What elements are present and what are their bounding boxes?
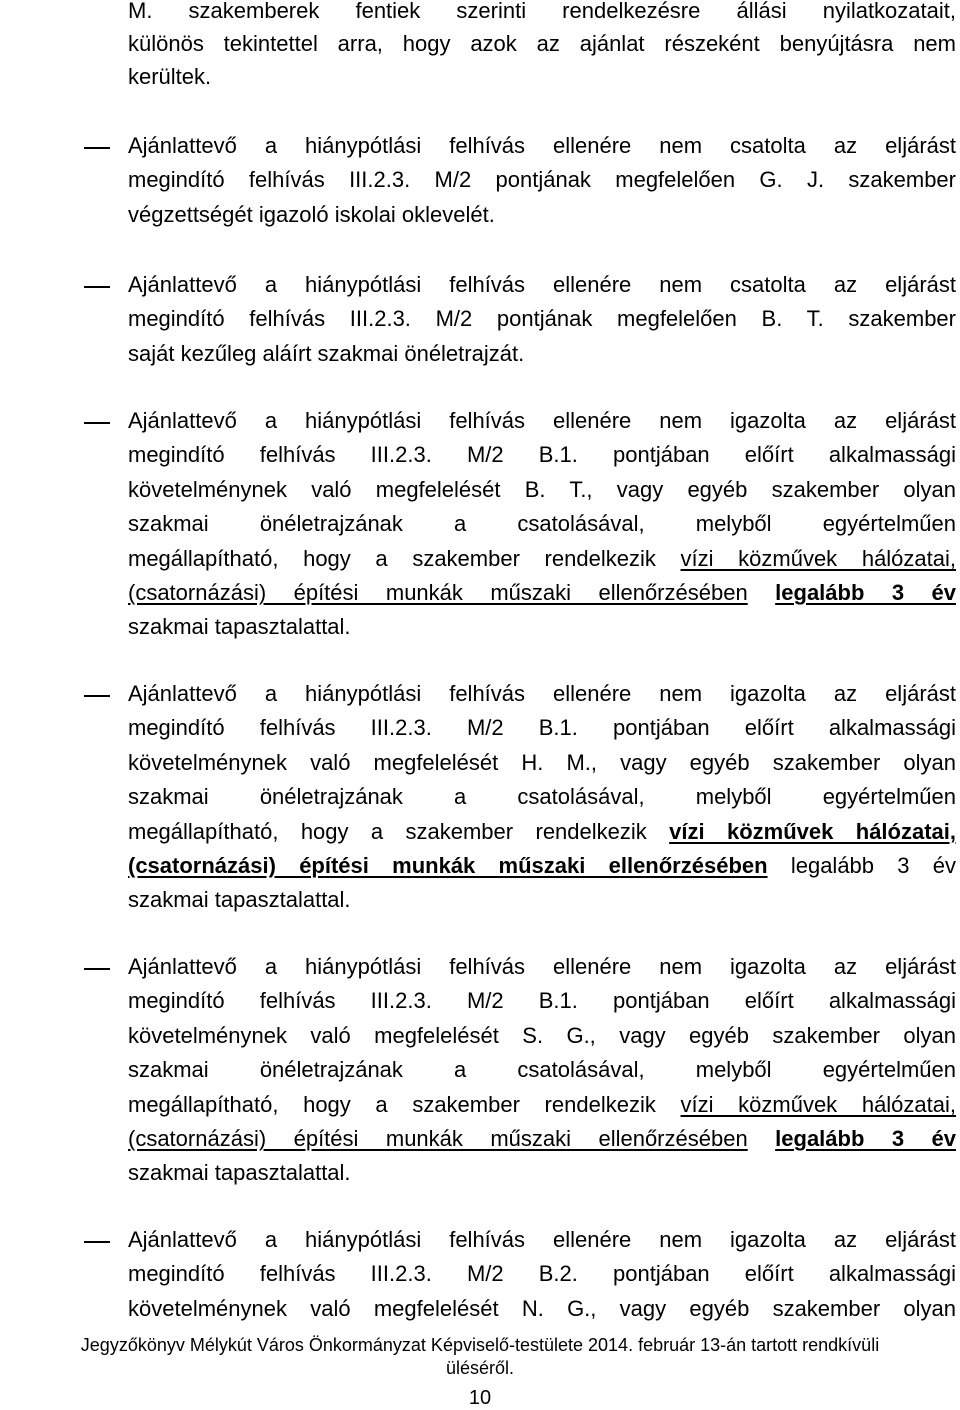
text-segment: Ajánlattevő a hiánypótlási felhívás ellenére nem csatolta az eljárást — [128, 133, 956, 158]
text-segment: megállapítható, hogy a szakember rendelkezik — [128, 545, 681, 571]
bullet-item-line — [128, 819, 956, 845]
text-segment: megállapítható, hogy a szakember rendelkezik — [128, 1091, 681, 1117]
footer-text: Jegyzőkönyv Mélykút Város Önkormányzat Képviselő-testülete 2014. február 13-án tartott rendkívüli — [80, 1335, 880, 1355]
underlined-text: legalább 3 év — [775, 1126, 956, 1151]
text-segment: Ajánlattevő a hiánypótlási felhívás ellenére nem igazolta az eljárást — [128, 954, 956, 979]
text-segment: követelménynek való megfelelését B. T., vagy egyéb szakember olyan — [128, 476, 956, 502]
bullet-dash — [84, 147, 110, 149]
underlined-text: (csatornázási) építési munkák műszaki ellenőrzésében — [128, 1126, 748, 1151]
underlined-text: (csatornázási) építési munkák műszaki ellenőrzésében — [128, 853, 768, 878]
bullet-item-line — [128, 511, 956, 537]
bullet-item-line — [128, 202, 956, 228]
text-segment: Ajánlattevő a hiánypótlási felhívás ellenére nem csatolta az eljárást — [128, 272, 956, 297]
footer-text-continued: üléséről. — [445, 1358, 515, 1378]
text-segment — [748, 580, 775, 605]
text-segment: legalább 3 év — [767, 853, 956, 878]
underlined-text: vízi közművek hálózatai, — [680, 545, 957, 571]
text-segment: megindító felhívás III.2.3. M/2 B.1. pontjában előírt alkalmassági — [128, 988, 956, 1014]
text-segment: Ajánlattevő a hiánypótlási felhívás ellenére nem igazolta az eljárást — [128, 1227, 956, 1252]
bullet-item-line — [128, 341, 956, 367]
underlined-text: vízi közművek hálózatai, — [680, 1091, 957, 1117]
text-segment: végzettségét igazoló iskolai oklevelét. — [128, 201, 495, 227]
bullet-dash — [84, 286, 110, 288]
bullet-dash — [84, 968, 110, 970]
text-segment: megállapítható, hogy a szakember rendelkezik — [128, 818, 670, 844]
bullet-item-line — [128, 1160, 956, 1186]
text-segment: megindító felhívás III.2.3. M/2 B.1. pontjában előírt alkalmassági — [128, 715, 956, 741]
bullet-item-line — [128, 1092, 956, 1118]
bullet-dash — [84, 422, 110, 424]
text-segment: saját kezűleg aláírt szakmai önéletrajzát. — [128, 340, 525, 366]
text-segment: szakmai tapasztalattal. — [128, 1160, 351, 1186]
underlined-text: legalább 3 év — [775, 580, 956, 605]
bullet-item-line — [128, 442, 956, 468]
bullet-item-line — [128, 167, 956, 193]
text-segment: szakmai tapasztalattal. — [128, 887, 351, 913]
bullet-item-line — [128, 784, 956, 810]
bullet-item-line — [128, 1126, 956, 1152]
text-segment: Ajánlattevő a hiánypótlási felhívás ellenére nem igazolta az eljárást — [128, 408, 956, 433]
text-segment: szakmai önéletrajzának a csatolásával, melyből egyértelműen — [128, 784, 956, 810]
bullet-item-line — [128, 853, 956, 879]
text-segment: szakmai önéletrajzának a csatolásával, melyből egyértelműen — [128, 1057, 956, 1083]
underlined-text: vízi közművek hálózatai, — [669, 818, 957, 844]
text-segment — [748, 1126, 775, 1151]
text-segment: megindító felhívás III.2.3. M/2 pontjának megfelelően G. J. szakember — [128, 167, 956, 193]
bullet-dash — [84, 1241, 110, 1243]
text-segment: szakmai önéletrajzának a csatolásával, melyből egyértelműen — [128, 511, 956, 537]
bullet-item-line — [128, 614, 956, 640]
underlined-text: (csatornázási) építési munkák műszaki ellenőrzésében — [128, 580, 748, 605]
bullet-item-line — [128, 580, 956, 606]
bullet-item-line — [128, 1296, 956, 1322]
intro-line: M. szakemberek fentiek szerinti rendelkezésre állási nyilatkozatait, — [128, 0, 956, 23]
text-segment: szakmai tapasztalattal. — [128, 614, 351, 640]
text-segment: Ajánlattevő a hiánypótlási felhívás ellenére nem igazolta az eljárást — [128, 681, 956, 706]
bullet-item-line — [128, 272, 956, 298]
bullet-item-line — [128, 546, 956, 572]
bullet-item-line — [128, 477, 956, 503]
text-segment: megindító felhívás III.2.3. M/2 B.2. pontjában előírt alkalmassági — [128, 1261, 956, 1287]
bullet-item-line — [128, 1261, 956, 1287]
bullet-dash — [84, 695, 110, 697]
text-segment: megindító felhívás III.2.3. M/2 B.1. pontjában előírt alkalmassági — [128, 442, 956, 468]
bullet-item-line — [128, 715, 956, 741]
bullet-item-line — [128, 1023, 956, 1049]
bullet-item-line — [128, 133, 956, 159]
bullet-item-line — [128, 954, 956, 980]
bullet-item-line — [128, 408, 956, 434]
bullet-item-line — [128, 1057, 956, 1083]
text-segment: követelménynek való megfelelését H. M., vagy egyéb szakember olyan — [128, 749, 956, 775]
bullet-item-line — [128, 681, 956, 707]
bullet-item-line — [128, 1227, 956, 1253]
text-segment: követelménynek való megfelelését N. G., vagy egyéb szakember olyan — [128, 1295, 956, 1321]
intro-line: különös tekintettel arra, hogy azok az ajánlat részeként benyújtásra nem — [128, 31, 956, 56]
bullet-item-line — [128, 887, 956, 913]
bullet-item-line — [128, 306, 956, 332]
bullet-item-line — [128, 988, 956, 1014]
bullet-item-line — [128, 750, 956, 776]
text-segment: követelménynek való megfelelését S. G., vagy egyéb szakember olyan — [128, 1022, 956, 1048]
page-number: 10 — [468, 1387, 492, 1409]
text-segment: megindító felhívás III.2.3. M/2 pontjának megfelelően B. T. szakember — [128, 306, 956, 332]
intro-line: kerültek. — [128, 64, 212, 89]
